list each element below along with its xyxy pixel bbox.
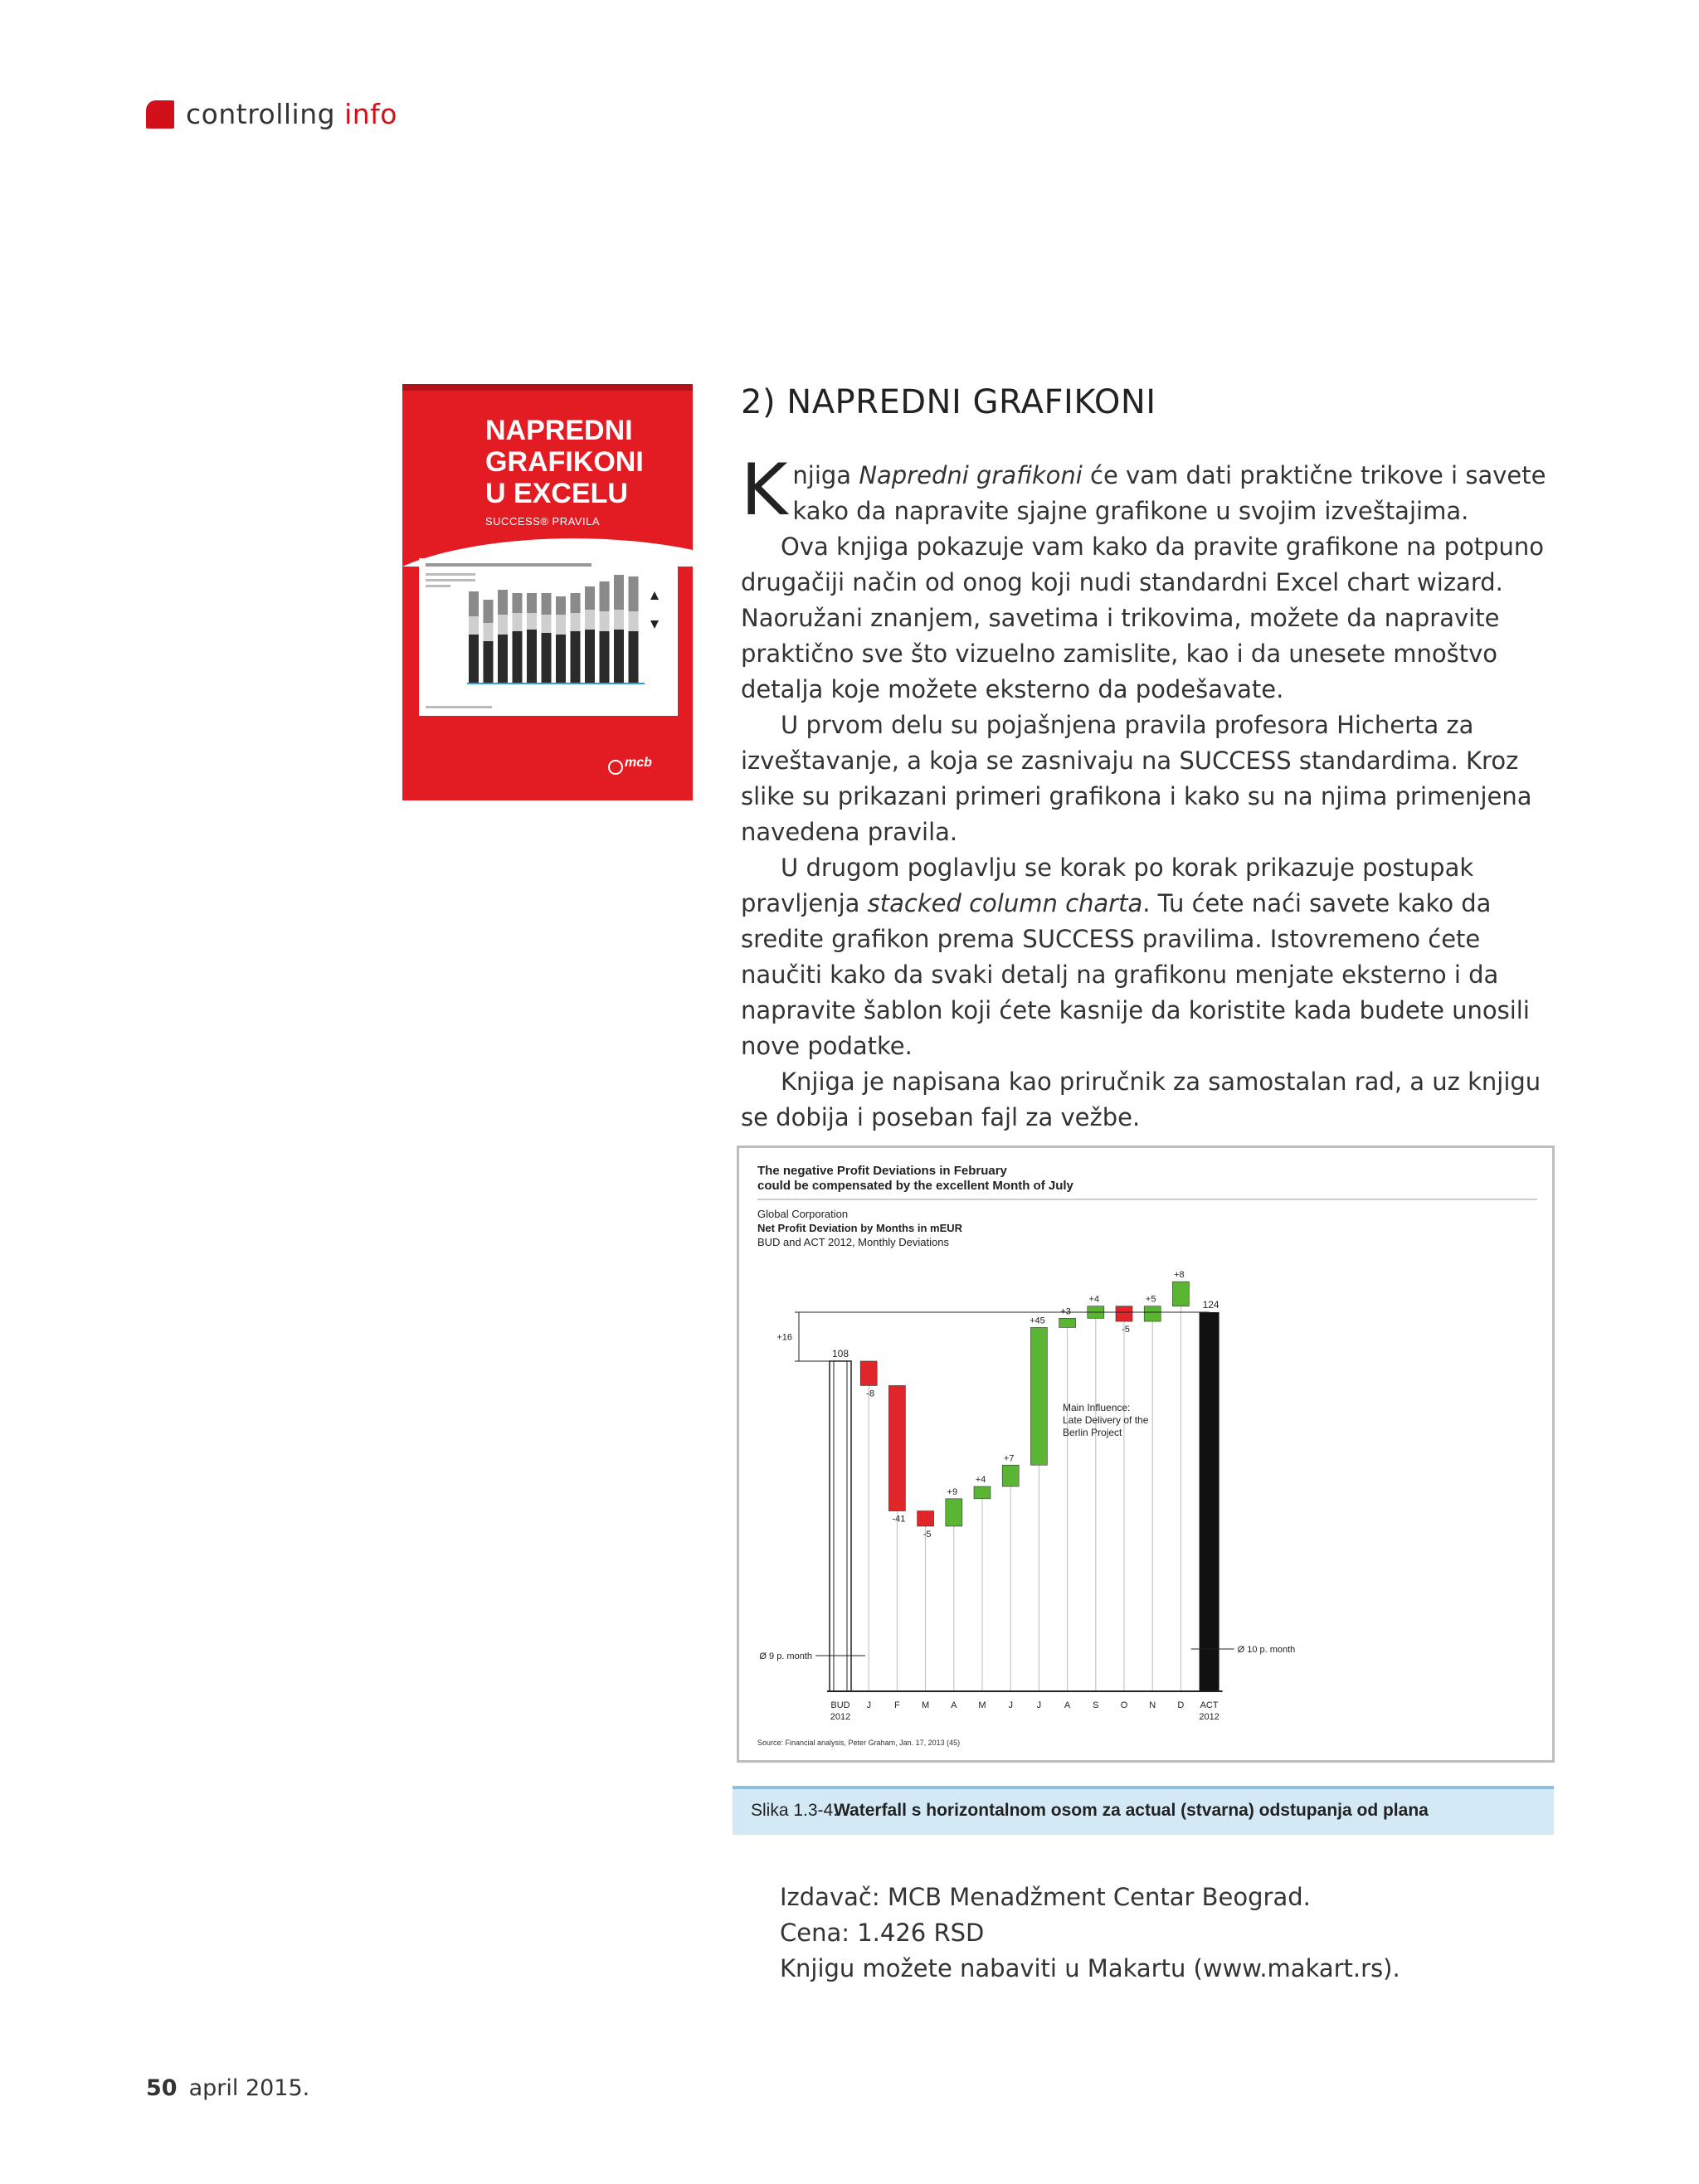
cover-bar-segment xyxy=(513,613,523,631)
bud-bar xyxy=(830,1361,851,1691)
chart-source: Source: Financial analysis, Peter Graham, Jan. 17, 2013 (45) xyxy=(757,1739,961,1747)
delta-bar xyxy=(1144,1306,1161,1321)
cover-chart-panel xyxy=(419,558,678,716)
delta-bar xyxy=(860,1361,877,1385)
paragraph-4 xyxy=(741,850,1550,1064)
cover-bar-segment xyxy=(600,631,610,683)
act-value-label: 124 xyxy=(1202,1299,1219,1311)
book-cover xyxy=(402,384,693,800)
cover-bar-segment xyxy=(600,611,610,631)
delta-value-label: +3 xyxy=(1060,1306,1071,1317)
month-tick-label: J xyxy=(1008,1700,1013,1710)
cover-bar-segment xyxy=(527,630,537,683)
cover-chart-text-line xyxy=(426,579,475,581)
cover-bar-segment xyxy=(614,630,624,683)
month-tick-label: A xyxy=(1064,1700,1071,1710)
brand-main: controlling xyxy=(186,98,336,130)
publisher-logo: mcb xyxy=(625,756,652,770)
delta-value-label: +7 xyxy=(1003,1453,1015,1464)
cover-chart-text-line xyxy=(426,706,492,708)
waterfall-figure xyxy=(737,1146,1555,1763)
avg-left-label: Ø 9 p. month xyxy=(759,1651,812,1661)
delta-value-label: +4 xyxy=(1088,1294,1100,1305)
cover-title-line: GRAFIKONI xyxy=(485,446,644,478)
book-title-italic: Napredni grafikoni xyxy=(859,461,1083,489)
cover-bar-segment xyxy=(556,596,566,615)
cover-title-line: NAPREDNI xyxy=(485,415,633,446)
chart-subtitle: BUD and ACT 2012, Monthly Deviations xyxy=(757,1236,949,1248)
cover-bar-segment xyxy=(585,610,595,630)
cover-bar-segment xyxy=(571,613,581,631)
page-footer xyxy=(146,2075,309,2101)
month-tick-label: J xyxy=(1036,1700,1042,1710)
delta-bar xyxy=(888,1385,905,1510)
cover-bar-segment xyxy=(469,591,479,616)
chart-headline: The negative Profit Deviations in February xyxy=(757,1164,1007,1178)
cover-bar-segment xyxy=(629,631,639,683)
month-tick-label: J xyxy=(866,1700,871,1710)
delta-value-label: -41 xyxy=(892,1514,906,1525)
chart-annotation: Late Delivery of the xyxy=(1063,1414,1149,1426)
text-span: U drugom poglavlju se korak po korak prikazuje postupak pravljenja xyxy=(741,854,1474,917)
cover-bar-segment xyxy=(585,630,595,683)
cover-bar-segment xyxy=(542,615,552,633)
cover-bar-segment xyxy=(498,590,508,615)
cover-mini-chart xyxy=(419,558,678,716)
paragraph-2: Ova knjiga pokazuje vam kako da pravite grafikone na potpuno drugačiji način od onog koji nudi standardni Excel chart wizard. Naoružani znanjem, savetima i trikovima, možete da napravite praktično sve što vizuelno zamislite, kao i da unesete mnoštvo detalja koje možete eksterno da podešavate. xyxy=(741,533,1545,703)
delta-value-label: +9 xyxy=(947,1486,958,1497)
cover-bar-segment xyxy=(542,593,552,615)
brand-name xyxy=(186,98,397,130)
text-span: će vam dati praktične trikove i savete kako da napravite sjajne grafikone u svojim izveštajima. xyxy=(792,461,1546,525)
cover-bar-segment xyxy=(614,610,624,630)
delta-value-label: -5 xyxy=(923,1529,932,1540)
cover-bar-segment xyxy=(498,635,508,683)
cover-bar-segment xyxy=(484,641,494,683)
delta-value-label: +4 xyxy=(975,1475,986,1486)
cover-bar-segment xyxy=(469,635,479,683)
cover-bar-segment xyxy=(585,586,595,610)
month-tick-label: O xyxy=(1120,1700,1128,1710)
act-tick-label: ACT xyxy=(1200,1700,1219,1710)
cover-bar-segment xyxy=(629,576,639,611)
cover-bar-segment xyxy=(600,581,610,611)
italic-term: stacked column charta xyxy=(867,889,1143,917)
month-tick-label: M xyxy=(978,1700,986,1710)
delta-bar xyxy=(974,1486,991,1499)
caption-text: Waterfall s horizontalnom osom za actual (stvarna) odstupanja od plana xyxy=(834,1801,1429,1820)
delta-bar xyxy=(1002,1465,1019,1486)
cover-title xyxy=(485,415,676,509)
act-tick-label: 2012 xyxy=(1199,1712,1219,1722)
delta-value-label: -8 xyxy=(866,1389,875,1399)
paragraph-3: U prvom delu su pojašnjena pravila profesora Hicherta za izveštavanje, a koja se zasnivaju na SUCCESS standardima. Kroz slike su prikazani primeri grafikona i kako su na njima primenjena navedena pravila. xyxy=(741,711,1532,846)
chart-subtitle: Global Corporation xyxy=(757,1208,849,1220)
delta-bar xyxy=(1116,1306,1132,1321)
waterfall-chart xyxy=(739,1148,1552,1760)
cover-arrow-icon xyxy=(650,591,659,600)
paragraph-1 xyxy=(741,449,1550,532)
cover-bar-segment xyxy=(513,631,523,683)
cover-bar-segment xyxy=(614,575,624,610)
cover-bar-segment xyxy=(513,593,523,613)
cover-bar-segment xyxy=(469,616,479,635)
cover-subtitle: SUCCESS® PRAVILA xyxy=(485,515,600,528)
month-tick-label: D xyxy=(1177,1700,1185,1710)
delta-bar xyxy=(1059,1318,1076,1327)
act-bar xyxy=(1200,1312,1219,1691)
delta-value-label: +8 xyxy=(1174,1270,1185,1281)
avg-right-label: Ø 10 p. month xyxy=(1237,1645,1296,1655)
article-title: 2) NAPREDNI GRAFIKONI xyxy=(741,383,1156,421)
publication-info xyxy=(780,1880,1400,1987)
delta-value-label: +45 xyxy=(1030,1316,1045,1326)
delta-bar xyxy=(918,1511,934,1526)
bud-tick-label: BUD xyxy=(830,1700,850,1710)
cover-chart-text-line xyxy=(426,563,591,567)
issue-date: april 2015. xyxy=(188,2075,310,2101)
delta-bar xyxy=(946,1499,962,1526)
figure-caption xyxy=(733,1786,1554,1835)
month-tick-label: A xyxy=(951,1700,957,1710)
cover-bar-segment xyxy=(527,593,537,613)
cover-bar-segment xyxy=(556,635,566,683)
magazine-header xyxy=(146,98,397,130)
delta-value-label: +5 xyxy=(1145,1294,1156,1305)
delta-value-label: -5 xyxy=(1122,1325,1130,1335)
difference-label: +16 xyxy=(776,1332,792,1343)
month-tick-label: M xyxy=(922,1700,930,1710)
waterfall-marks xyxy=(759,1270,1295,1722)
cover-bar-segment xyxy=(556,615,566,635)
dropcap: K xyxy=(741,449,788,532)
cover-bar-segment xyxy=(484,600,494,623)
chart-subtitle: Net Profit Deviation by Months in mEUR xyxy=(757,1222,963,1234)
cover-bar-segment xyxy=(571,631,581,683)
publisher-line: Izdavač: MCB Menadžment Centar Beograd. xyxy=(780,1883,1311,1911)
delta-bar xyxy=(1172,1282,1189,1306)
bud-tick-label: 2012 xyxy=(830,1712,851,1722)
brand-logo-icon xyxy=(146,100,174,129)
cover-bar-segment xyxy=(629,611,639,631)
month-tick-label: N xyxy=(1149,1700,1156,1710)
chart-annotation: Berlin Project xyxy=(1063,1427,1122,1438)
month-tick-label: F xyxy=(894,1700,900,1710)
page-number: 50 xyxy=(146,2075,178,2101)
brand-accent: info xyxy=(344,98,397,130)
availability-line: Knjigu možete nabaviti u Makartu (www.makart.rs). xyxy=(780,1954,1400,1982)
cover-chart-text-line xyxy=(426,573,475,576)
month-tick-label: S xyxy=(1093,1700,1099,1710)
cover-stripe xyxy=(402,384,693,391)
cover-bar-segment xyxy=(571,593,581,613)
bud-value-label: 108 xyxy=(831,1347,850,1360)
cover-bar-segment xyxy=(484,623,494,641)
cover-chart-text-line xyxy=(426,585,450,587)
caption-prefix: Slika 1.3-4: xyxy=(751,1801,839,1820)
cover-arrow-icon xyxy=(650,620,659,629)
publisher-logo-icon xyxy=(608,760,623,775)
delta-bar xyxy=(1030,1327,1047,1465)
text-span: njiga xyxy=(792,461,859,489)
cover-bar-segment xyxy=(527,613,537,630)
article-body xyxy=(741,449,1550,1136)
cover-bar-segment xyxy=(542,633,552,683)
chart-annotation: Main Influence: xyxy=(1063,1402,1131,1413)
paragraph-5: Knjiga je napisana kao priručnik za samostalan rad, a uz knjigu se dobija i poseban fajl za vežbe. xyxy=(741,1068,1541,1131)
text-span: . Tu ćete naći savete kako da sredite grafikon prema SUCCESS pravilima. Istovremeno ćete naučiti kako da svaki detalj na grafikonu menjate eksterno i da napravite šablon koji ćete kasnije da koristite kada budete unosili nove podatke. xyxy=(741,889,1530,1060)
cover-bar-segment xyxy=(498,615,508,635)
cover-title-line: U EXCELU xyxy=(485,478,628,509)
price-line: Cena: 1.426 RSD xyxy=(780,1919,985,1947)
chart-headline: could be compensated by the excellent Month of July xyxy=(757,1179,1073,1193)
